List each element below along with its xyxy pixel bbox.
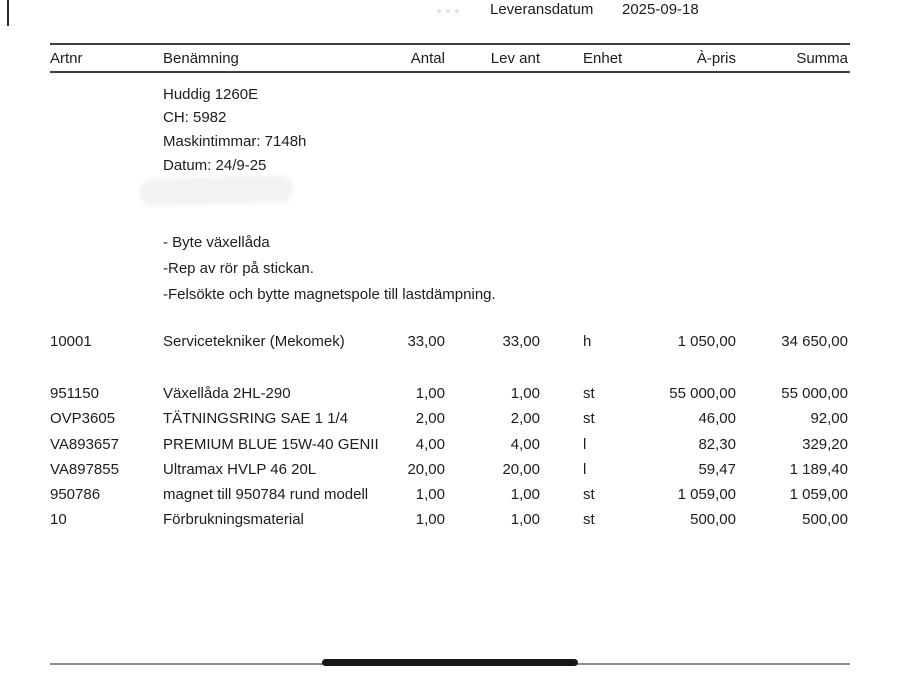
col-header-summa: Summa — [796, 50, 848, 67]
cell-summa: 329,20 — [802, 436, 848, 453]
cell-benamning: Förbrukningsmaterial — [163, 511, 304, 528]
cell-artnr: 951150 — [50, 385, 99, 402]
cell-a-pris: 500,00 — [690, 511, 736, 528]
col-header-artnr: Artnr — [50, 50, 83, 67]
cell-artnr: VA897855 — [50, 461, 119, 478]
table-row — [0, 332, 900, 352]
work-note-line: - Byte växellåda — [163, 234, 270, 251]
cell-enhet: h — [583, 333, 592, 350]
machine-info-line: Huddig 1260E — [163, 86, 259, 103]
cell-artnr: 10001 — [50, 333, 92, 350]
cell-antal: 4,00 — [415, 436, 445, 453]
cell-lev-ant: 20,00 — [502, 461, 540, 478]
delivery-date-value: 2025-09-18 — [622, 1, 699, 18]
horizontal-scrollbar-thumb[interactable] — [322, 659, 578, 666]
left-edge-mark — [7, 0, 9, 26]
cell-benamning: magnet till 950784 rund modell — [163, 486, 369, 503]
cell-a-pris: 1 050,00 — [677, 333, 736, 350]
cell-summa: 1 189,40 — [789, 461, 848, 478]
table-header-row — [0, 49, 900, 69]
cell-benamning: PREMIUM BLUE 15W-40 GENII — [163, 436, 379, 453]
table-header-top-rule — [50, 43, 850, 45]
col-header-benamning: Benämning — [163, 50, 239, 67]
cell-benamning: TÄTNINGSRING SAE 1 1/4 — [163, 410, 349, 427]
machine-info-line: Datum: 24/9-25 — [163, 157, 267, 174]
cell-summa: 34 650,00 — [781, 333, 848, 350]
cell-enhet: st — [583, 511, 595, 528]
cell-enhet: l — [583, 461, 587, 478]
cell-lev-ant: 2,00 — [510, 410, 540, 427]
cell-antal: 1,00 — [415, 385, 445, 402]
cell-summa: 55 000,00 — [781, 385, 848, 402]
table-row — [0, 409, 900, 429]
table-row — [0, 460, 900, 480]
cell-enhet: st — [583, 385, 595, 402]
delivery-date-label: Leveransdatum — [490, 1, 594, 18]
machine-info-line: CH: 5982 — [163, 109, 227, 126]
table-row — [0, 384, 900, 404]
col-header-a-pris: À-pris — [696, 50, 736, 67]
cell-artnr: VA893657 — [50, 436, 119, 453]
cell-enhet: st — [583, 486, 595, 503]
cell-a-pris: 55 000,00 — [669, 385, 736, 402]
dot-icon — [455, 9, 459, 13]
dot-icon — [437, 9, 441, 13]
cell-benamning: Växellåda 2HL-290 — [163, 385, 291, 402]
cell-antal: 33,00 — [407, 333, 445, 350]
cell-antal: 20,00 — [407, 461, 445, 478]
work-note-line: -Rep av rör på stickan. — [163, 260, 314, 277]
cell-summa: 500,00 — [802, 511, 848, 528]
table-row — [0, 435, 900, 455]
table-header-bottom-rule — [50, 71, 850, 73]
cell-benamning: Servicetekniker (Mekomek) — [163, 333, 345, 350]
cell-lev-ant: 1,00 — [510, 511, 540, 528]
col-header-lev-ant: Lev ant — [490, 50, 540, 67]
redacted-text-smudge — [140, 175, 294, 206]
cell-lev-ant: 1,00 — [510, 385, 540, 402]
cell-summa: 92,00 — [810, 410, 848, 427]
cell-antal: 1,00 — [415, 511, 445, 528]
col-header-antal: Antal — [410, 50, 445, 67]
cell-enhet: st — [583, 410, 595, 427]
machine-info-line: Maskintimmar: 7148h — [163, 133, 307, 150]
dot-icon — [446, 9, 450, 13]
cell-lev-ant: 1,00 — [510, 486, 540, 503]
work-note-line: -Felsökte och bytte magnetspole till lastdämpning. — [163, 286, 496, 303]
cell-summa: 1 059,00 — [789, 486, 848, 503]
cell-a-pris: 59,47 — [698, 461, 736, 478]
cell-antal: 2,00 — [415, 410, 445, 427]
cell-enhet: l — [583, 436, 587, 453]
cell-antal: 1,00 — [415, 486, 445, 503]
table-row — [0, 485, 900, 505]
cell-artnr: OVP3605 — [50, 410, 116, 427]
cell-artnr: 950786 — [50, 486, 101, 503]
cell-a-pris: 82,30 — [698, 436, 736, 453]
cell-lev-ant: 33,00 — [502, 333, 540, 350]
cell-a-pris: 1 059,00 — [677, 486, 736, 503]
cell-artnr: 10 — [50, 511, 67, 528]
cell-lev-ant: 4,00 — [510, 436, 540, 453]
table-row — [0, 510, 900, 530]
col-header-enhet: Enhet — [583, 50, 623, 67]
cell-a-pris: 46,00 — [698, 410, 736, 427]
cell-benamning: Ultramax HVLP 46 20L — [163, 461, 317, 478]
